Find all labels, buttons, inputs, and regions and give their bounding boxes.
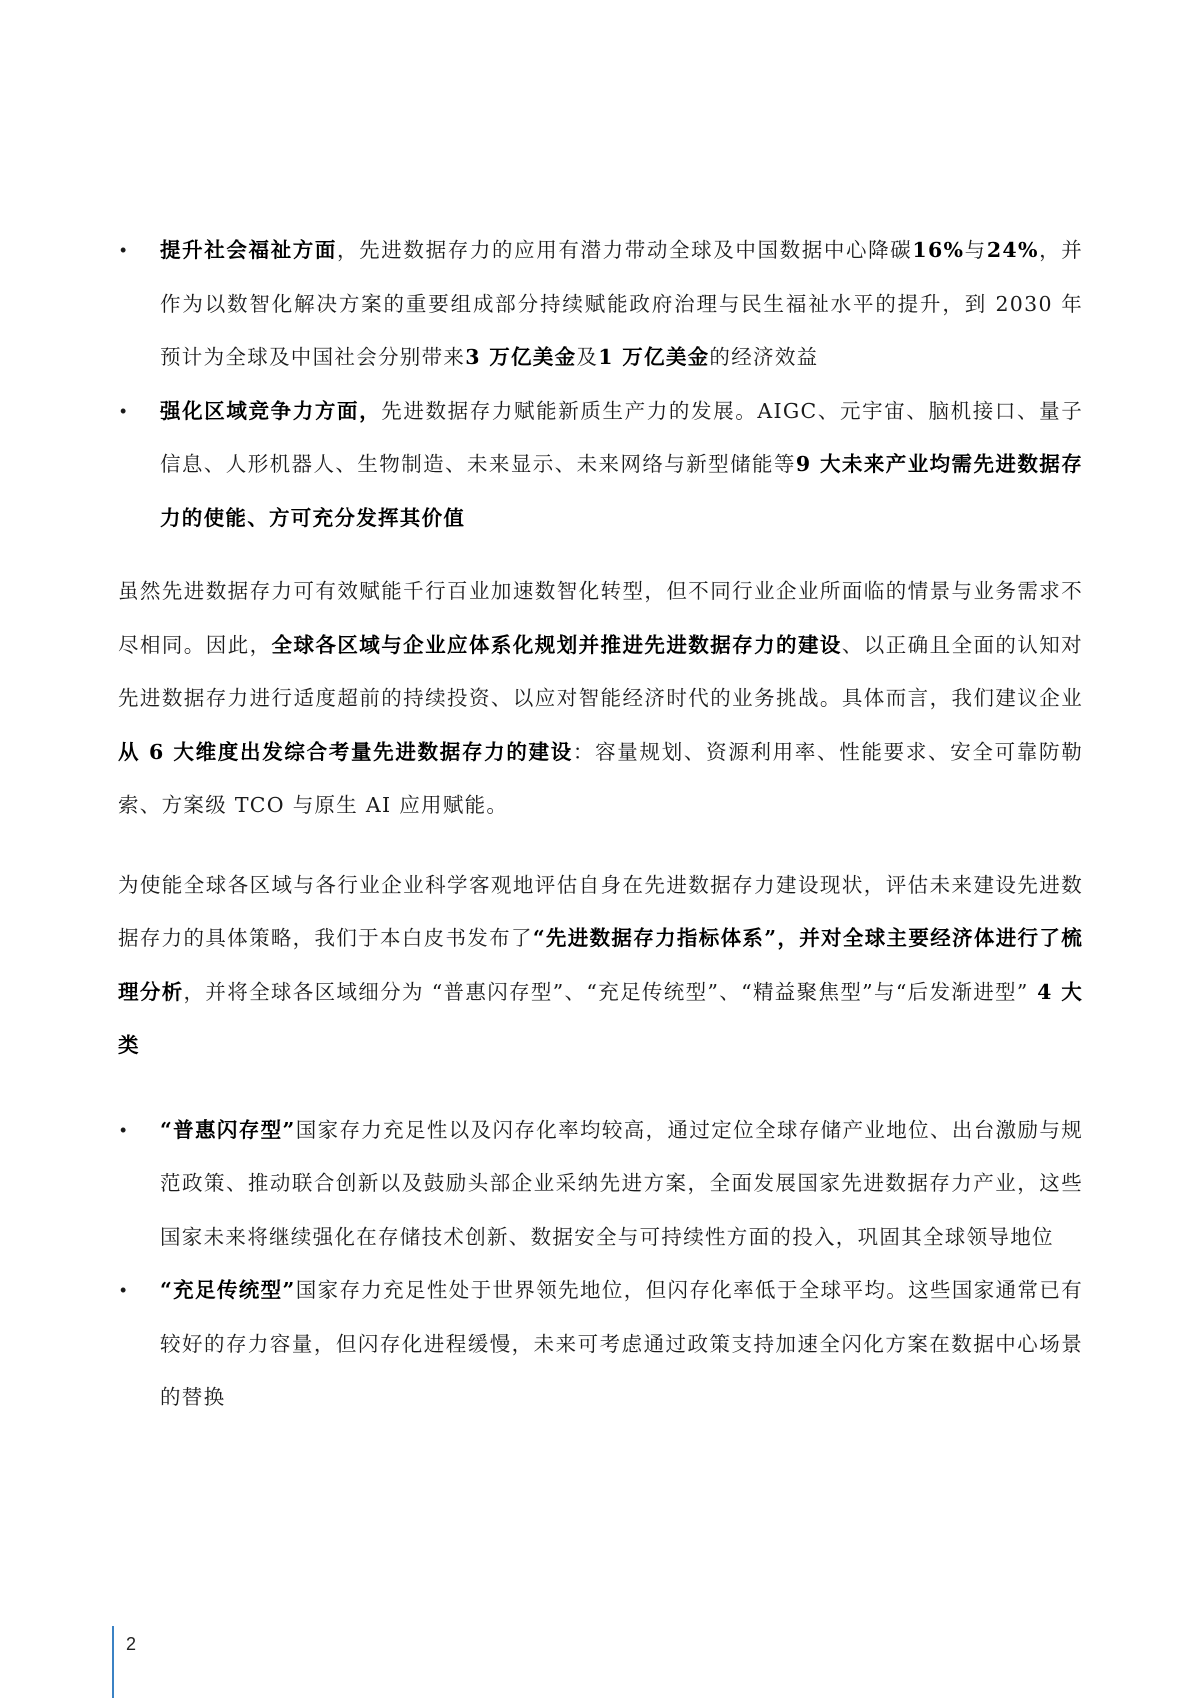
list-item xyxy=(118,224,1083,385)
bold-text: 4 大类 xyxy=(118,979,1083,1057)
body-text: ，先进数据存力的应用有潜力带动全球及中国数据中心降碳 xyxy=(337,238,913,262)
bold-text: “普惠闪存型” xyxy=(160,1117,296,1142)
list-item xyxy=(118,1264,1083,1425)
bullet-icon: • xyxy=(120,240,128,260)
bold-text: 1 万亿美金 xyxy=(598,345,710,369)
bold-text: 9 大未来产业均需先进数据存力的使能、方可充分发挥其价值 xyxy=(160,452,1083,530)
bullet-icon: • xyxy=(120,1280,128,1300)
body-text: 虽然先进数据存力可有效赋能千行百业加速数智化转型，但不同行业企业所面临的情景与业务需求不尽相同。因此， xyxy=(118,579,1083,657)
bold-text: 从 6 大维度出发综合考量先进数据存力的建设 xyxy=(118,739,573,764)
body-text: ：容量规划、资源利用率、性能要求、安全可靠防勒索、方案级 TCO 与原生 AI 应用赋能。 xyxy=(118,739,1083,817)
bold-text: 强化区域竞争力方面， xyxy=(160,398,382,423)
bullet-icon: • xyxy=(120,1119,128,1140)
body-text: 、以正确且全面的认知对先进数据存力进行适度超前的持续投资、以应对智能经济时代的业务挑战。具体而言，我们建议企业 xyxy=(118,632,1083,710)
bullet-list-benefits xyxy=(118,224,1083,545)
bold-text: “先进数据存力指标体系”，并对全球主要经济体进行了梳理分析 xyxy=(118,926,1083,1004)
list-item xyxy=(118,1104,1083,1265)
footer-accent-rule xyxy=(112,1626,114,1698)
paragraph-index-system xyxy=(118,859,1083,1073)
bold-text: 16% xyxy=(912,238,965,262)
body-text: ，并作为以数智化解决方案的重要组成部分持续赋能政府治理与民生福祉水平的提升，到 2030 年预计为全球及中国社会分别带来 xyxy=(160,238,1083,369)
bold-text: 3 万亿美金 xyxy=(465,345,577,369)
body-text: 的经济效益 xyxy=(709,345,819,369)
body-text: 为使能全球各区域与各行业企业科学客观地评估自身在先进数据存力建设现状，评估未来建设先进数据存力的具体策略，我们于本白皮书发布了 xyxy=(118,872,1083,950)
body-text: 与 xyxy=(964,238,987,262)
bold-text: 24% xyxy=(986,238,1039,262)
body-text: 国家存力充足性处于世界领先地位，但闪存化率低于全球平均。这些国家通常已有较好的存力容量，但闪存化进程缓慢，未来可考虑通过政策支持加速全闪化方案在数据中心场景的替换 xyxy=(160,1278,1083,1409)
document-body xyxy=(118,224,1083,1425)
bullet-list-categories xyxy=(118,1104,1083,1425)
bold-text: 提升社会福祉方面 xyxy=(160,238,338,262)
paragraph-strategy xyxy=(118,565,1083,833)
list-item xyxy=(118,385,1083,546)
body-text: ，并将全球各区域细分为 “普惠闪存型”、“充足传统型”、“精益聚焦型”与“后发渐进型” xyxy=(183,979,1029,1004)
body-text: 国家存力充足性以及闪存化率均较高，通过定位全球存储产业地位、出台激励与规范政策、推动联合创新以及鼓励头部企业采纳先进方案，全面发展国家先进数据存力产业，这些国家未来将继续强化在存储技术创新、数据安全与可持续性方面的投入，巩固其全球领导地位 xyxy=(160,1117,1083,1249)
page-number: 2 xyxy=(126,1634,137,1654)
body-text: 及 xyxy=(576,345,599,369)
bold-text: “充足传统型” xyxy=(160,1278,296,1302)
bold-text: 全球各区域与企业应体系化规划并推进先进数据存力的建设 xyxy=(271,632,842,657)
bullet-icon: • xyxy=(120,400,128,421)
body-text: 先进数据存力赋能新质生产力的发展。AIGC、元宇宙、脑机接口、量子信息、人形机器人、生物制造、未来显示、未来网络与新型储能等 xyxy=(160,398,1083,476)
